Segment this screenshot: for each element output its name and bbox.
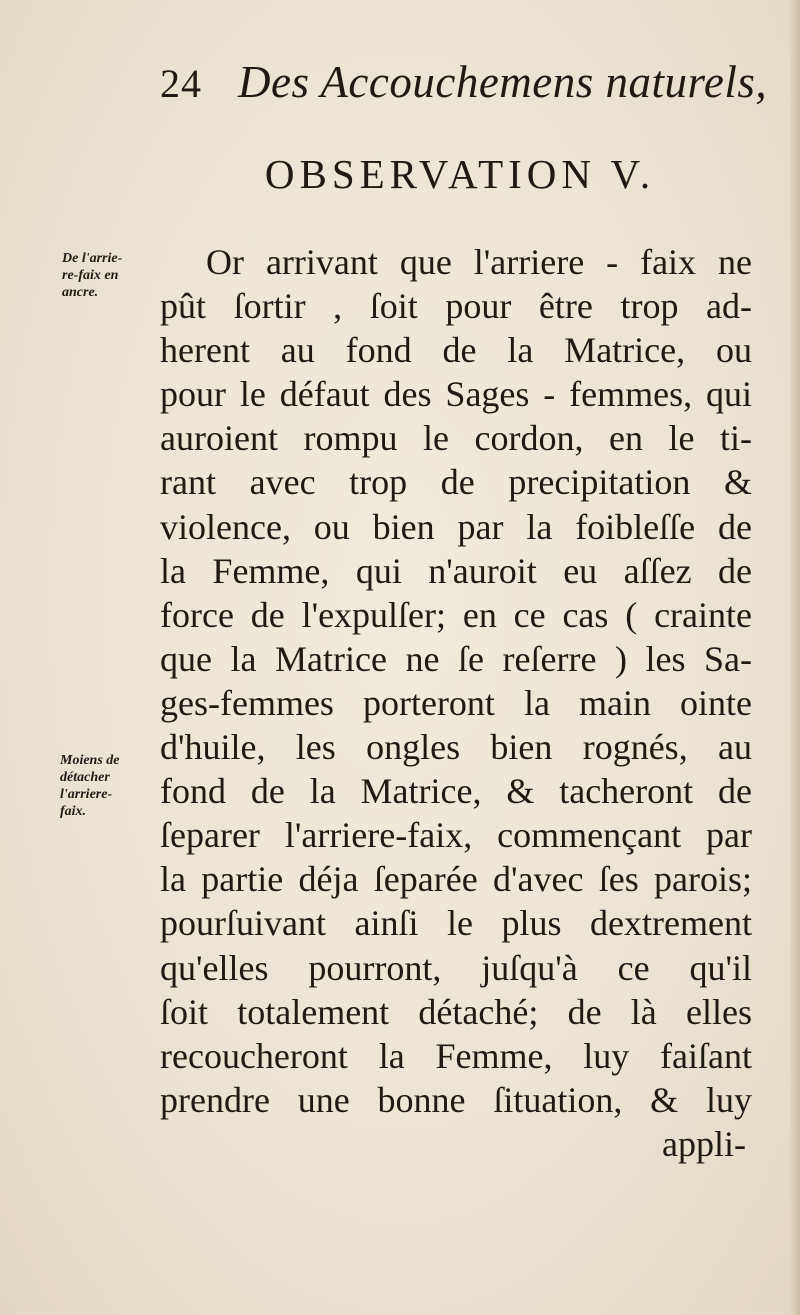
side-note-line: l'arriere- bbox=[60, 787, 113, 802]
side-note-line: détacher bbox=[60, 770, 110, 785]
text-line: force de l'expulſer; en ce cas ( crainte bbox=[160, 594, 752, 635]
page-gutter-shadow bbox=[790, 0, 800, 1315]
side-note-line: De l'arrie- bbox=[62, 251, 123, 266]
text-line: la Femme, qui n'auroit eu aſſez de bbox=[160, 550, 752, 591]
running-head bbox=[160, 54, 768, 124]
text-line: ſoit totalement détaché; de là elles bbox=[160, 991, 752, 1032]
text-line: pourſuivant ainſi le plus dextrement bbox=[160, 903, 752, 944]
side-note-placenta bbox=[62, 250, 158, 301]
side-note-line: faix. bbox=[60, 804, 87, 819]
text-line: ſeparer l'arriere-faix, commençant par bbox=[160, 815, 752, 856]
running-title: Des Accouchemens naturels, bbox=[238, 57, 768, 107]
text-line: auroient rompu le cordon, en le ti- bbox=[160, 418, 752, 459]
text-line: Or arrivant que l'arriere - faix ne bbox=[206, 242, 752, 282]
text-line: qu'elles pourront, juſqu'à ce qu'il bbox=[160, 947, 752, 988]
page-number: 24 bbox=[160, 61, 202, 106]
side-note-method bbox=[60, 752, 156, 820]
text-line: d'huile, les ongles bien rognés, au bbox=[160, 727, 752, 768]
text-line: pour le défaut des Sages - femmes, qui bbox=[160, 374, 752, 415]
text-line: pût ſortir , ſoit pour être trop ad- bbox=[160, 286, 752, 327]
body-text bbox=[160, 240, 752, 1166]
side-note-line: ancre. bbox=[62, 285, 99, 300]
text-line: prendre une bonne ſituation, & luy bbox=[160, 1079, 752, 1120]
side-note-line: re-faix en bbox=[62, 268, 119, 283]
text-line: rant avec trop de precipitation & bbox=[160, 462, 752, 503]
side-note-line: Moiens de bbox=[60, 753, 120, 768]
text-line: herent au fond de la Matrice, ou bbox=[160, 330, 752, 371]
text-line: que la Matrice ne ſe reſerre ) les Sa- bbox=[160, 638, 752, 679]
catchword: appli- bbox=[662, 1123, 746, 1164]
text-line: fond de la Matrice, & tacheront de bbox=[160, 771, 752, 812]
observation-heading: OBSERVATION V. bbox=[264, 151, 656, 197]
text-line: la partie déja ſeparée d'avec ſes parois; bbox=[160, 859, 752, 900]
text-line: violence, ou bien par la foibleſſe de bbox=[160, 506, 752, 547]
text-line: ges-femmes porteront la main ointe bbox=[160, 682, 752, 723]
text-line: recoucheront la Femme, luy faiſant bbox=[160, 1035, 752, 1076]
